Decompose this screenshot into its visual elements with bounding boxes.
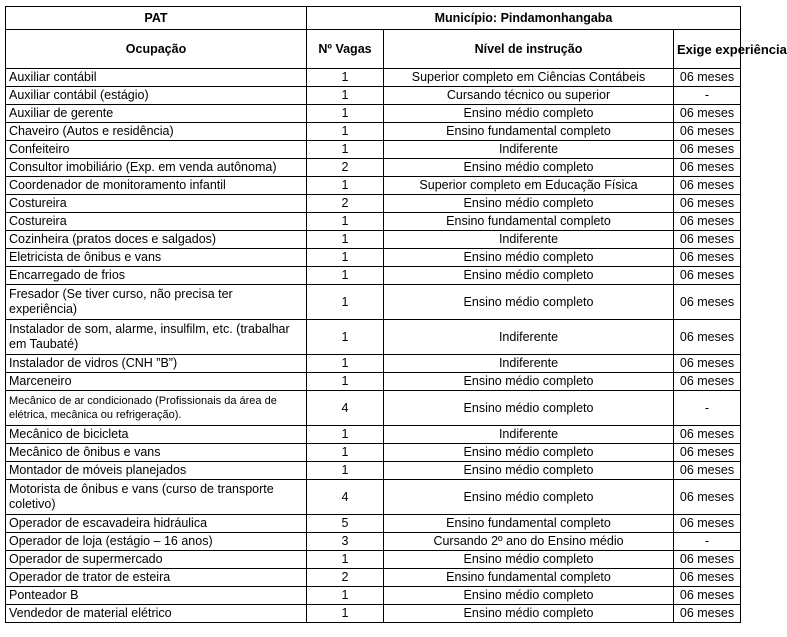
cell-occupation: Operador de trator de esteira xyxy=(6,569,307,587)
cell-occupation: Ponteador B xyxy=(6,587,307,605)
cell-experience: 06 meses xyxy=(674,69,741,87)
cell-vacancies: 1 xyxy=(307,462,384,480)
table-row xyxy=(6,159,741,177)
table-row xyxy=(6,551,741,569)
cell-vacancies: 1 xyxy=(307,267,384,285)
cell-experience: 06 meses xyxy=(674,195,741,213)
cell-education: Indiferente xyxy=(384,141,674,159)
cell-experience: 06 meses xyxy=(674,123,741,141)
cell-education: Ensino médio completo xyxy=(384,373,674,391)
cell-occupation: Vendedor de material elétrico xyxy=(6,605,307,623)
table-row xyxy=(6,267,741,285)
cell-education: Superior completo em Ciências Contábeis xyxy=(384,69,674,87)
cell-vacancies: 4 xyxy=(307,480,384,515)
cell-occupation: Mecânico de ar condicionado (Profissionais da área de elétrica, mecânica ou refrigeração). xyxy=(6,391,307,426)
cell-vacancies: 1 xyxy=(307,123,384,141)
cell-vacancies: 2 xyxy=(307,195,384,213)
cell-vacancies: 1 xyxy=(307,373,384,391)
table-row xyxy=(6,213,741,231)
cell-education: Cursando 2º ano do Ensino médio xyxy=(384,533,674,551)
municipality-title: Município: Pindamonhangaba xyxy=(307,7,741,30)
cell-occupation: Coordenador de monitoramento infantil xyxy=(6,177,307,195)
col-header-vacancies: Nº Vagas xyxy=(307,30,384,69)
cell-occupation: Operador de escavadeira hidráulica xyxy=(6,515,307,533)
cell-education: Ensino fundamental completo xyxy=(384,123,674,141)
table-row xyxy=(6,462,741,480)
cell-education: Superior completo em Educação Física xyxy=(384,177,674,195)
cell-experience: 06 meses xyxy=(674,141,741,159)
cell-education: Ensino fundamental completo xyxy=(384,213,674,231)
table-row xyxy=(6,355,741,373)
table-row xyxy=(6,373,741,391)
table-row xyxy=(6,69,741,87)
cell-occupation: Cozinheira (pratos doces e salgados) xyxy=(6,231,307,249)
cell-experience: 06 meses xyxy=(674,159,741,177)
cell-education: Ensino fundamental completo xyxy=(384,569,674,587)
cell-occupation: Chaveiro (Autos e residência) xyxy=(6,123,307,141)
cell-occupation: Costureira xyxy=(6,195,307,213)
table-row xyxy=(6,249,741,267)
cell-education: Indiferente xyxy=(384,355,674,373)
cell-occupation: Instalador de som, alarme, insulfilm, etc. (trabalhar em Taubaté) xyxy=(6,320,307,355)
cell-vacancies: 1 xyxy=(307,426,384,444)
cell-vacancies: 1 xyxy=(307,551,384,569)
cell-experience: - xyxy=(674,391,741,426)
table-row xyxy=(6,605,741,623)
cell-education: Cursando técnico ou superior xyxy=(384,87,674,105)
cell-education: Indiferente xyxy=(384,426,674,444)
table-row xyxy=(6,231,741,249)
cell-vacancies: 1 xyxy=(307,213,384,231)
cell-vacancies: 1 xyxy=(307,249,384,267)
cell-education: Indiferente xyxy=(384,320,674,355)
cell-vacancies: 1 xyxy=(307,444,384,462)
cell-experience: 06 meses xyxy=(674,249,741,267)
cell-education: Ensino médio completo xyxy=(384,195,674,213)
cell-education: Indiferente xyxy=(384,231,674,249)
cell-vacancies: 2 xyxy=(307,159,384,177)
table-row xyxy=(6,515,741,533)
table-row xyxy=(6,480,741,515)
cell-experience: 06 meses xyxy=(674,355,741,373)
cell-vacancies: 1 xyxy=(307,320,384,355)
cell-vacancies: 1 xyxy=(307,285,384,320)
cell-occupation: Auxiliar contábil (estágio) xyxy=(6,87,307,105)
cell-education: Ensino médio completo xyxy=(384,105,674,123)
cell-experience: 06 meses xyxy=(674,177,741,195)
cell-vacancies: 1 xyxy=(307,141,384,159)
table-row xyxy=(6,569,741,587)
program-title: PAT xyxy=(6,7,307,30)
cell-vacancies: 2 xyxy=(307,569,384,587)
cell-occupation: Encarregado de frios xyxy=(6,267,307,285)
cell-vacancies: 5 xyxy=(307,515,384,533)
cell-experience: 06 meses xyxy=(674,320,741,355)
cell-education: Ensino médio completo xyxy=(384,267,674,285)
cell-occupation: Consultor imobiliário (Exp. em venda autônoma) xyxy=(6,159,307,177)
cell-vacancies: 1 xyxy=(307,69,384,87)
cell-occupation: Confeiteiro xyxy=(6,141,307,159)
title-row xyxy=(6,7,741,30)
cell-education: Ensino médio completo xyxy=(384,391,674,426)
col-header-education: Nível de instrução xyxy=(384,30,674,69)
cell-education: Ensino médio completo xyxy=(384,480,674,515)
cell-experience: 06 meses xyxy=(674,285,741,320)
table-row xyxy=(6,177,741,195)
cell-experience: 06 meses xyxy=(674,569,741,587)
cell-vacancies: 1 xyxy=(307,587,384,605)
table-row xyxy=(6,391,741,426)
table-row xyxy=(6,320,741,355)
cell-occupation: Costureira xyxy=(6,213,307,231)
cell-education: Ensino fundamental completo xyxy=(384,515,674,533)
cell-occupation: Auxiliar de gerente xyxy=(6,105,307,123)
job-vacancies-table xyxy=(5,6,787,623)
column-header-row xyxy=(6,30,741,69)
table-row xyxy=(6,141,741,159)
cell-experience: 06 meses xyxy=(674,605,741,623)
col-header-occupation: Ocupação xyxy=(6,30,307,69)
cell-occupation: Operador de loja (estágio – 16 anos) xyxy=(6,533,307,551)
cell-experience: - xyxy=(674,533,741,551)
cell-education: Ensino médio completo xyxy=(384,551,674,569)
cell-experience: 06 meses xyxy=(674,515,741,533)
table-row xyxy=(6,285,741,320)
cell-vacancies: 1 xyxy=(307,355,384,373)
cell-experience: 06 meses xyxy=(674,231,741,249)
table-row xyxy=(6,444,741,462)
table-row xyxy=(6,123,741,141)
cell-occupation: Fresador (Se tiver curso, não precisa ter experiência) xyxy=(6,285,307,320)
cell-vacancies: 1 xyxy=(307,231,384,249)
table-row xyxy=(6,195,741,213)
cell-education: Ensino médio completo xyxy=(384,159,674,177)
cell-experience: 06 meses xyxy=(674,213,741,231)
cell-vacancies: 1 xyxy=(307,105,384,123)
cell-experience: 06 meses xyxy=(674,426,741,444)
cell-experience: 06 meses xyxy=(674,587,741,605)
cell-education: Ensino médio completo xyxy=(384,444,674,462)
cell-experience: 06 meses xyxy=(674,267,741,285)
cell-vacancies: 3 xyxy=(307,533,384,551)
cell-education: Ensino médio completo xyxy=(384,605,674,623)
cell-experience: 06 meses xyxy=(674,105,741,123)
col-header-experience: Exige experiência xyxy=(674,30,741,69)
cell-vacancies: 4 xyxy=(307,391,384,426)
cell-occupation: Auxiliar contábil xyxy=(6,69,307,87)
table-row xyxy=(6,426,741,444)
cell-vacancies: 1 xyxy=(307,87,384,105)
table-row xyxy=(6,87,741,105)
cell-vacancies: 1 xyxy=(307,177,384,195)
table-row xyxy=(6,587,741,605)
cell-experience: 06 meses xyxy=(674,373,741,391)
cell-occupation: Motorista de ônibus e vans (curso de transporte coletivo) xyxy=(6,480,307,515)
cell-occupation: Instalador de vidros (CNH ”B”) xyxy=(6,355,307,373)
cell-experience: 06 meses xyxy=(674,551,741,569)
cell-experience: 06 meses xyxy=(674,480,741,515)
cell-occupation: Mecânico de ônibus e vans xyxy=(6,444,307,462)
cell-vacancies: 1 xyxy=(307,605,384,623)
cell-education: Ensino médio completo xyxy=(384,462,674,480)
cell-experience: 06 meses xyxy=(674,444,741,462)
cell-experience: - xyxy=(674,87,741,105)
cell-education: Ensino médio completo xyxy=(384,285,674,320)
cell-occupation: Marceneiro xyxy=(6,373,307,391)
cell-education: Ensino médio completo xyxy=(384,587,674,605)
table-row xyxy=(6,533,741,551)
cell-experience: 06 meses xyxy=(674,462,741,480)
table-row xyxy=(6,105,741,123)
cell-education: Ensino médio completo xyxy=(384,249,674,267)
cell-occupation: Montador de móveis planejados xyxy=(6,462,307,480)
cell-occupation: Operador de supermercado xyxy=(6,551,307,569)
cell-occupation: Eletricista de ônibus e vans xyxy=(6,249,307,267)
cell-occupation: Mecânico de bicicleta xyxy=(6,426,307,444)
